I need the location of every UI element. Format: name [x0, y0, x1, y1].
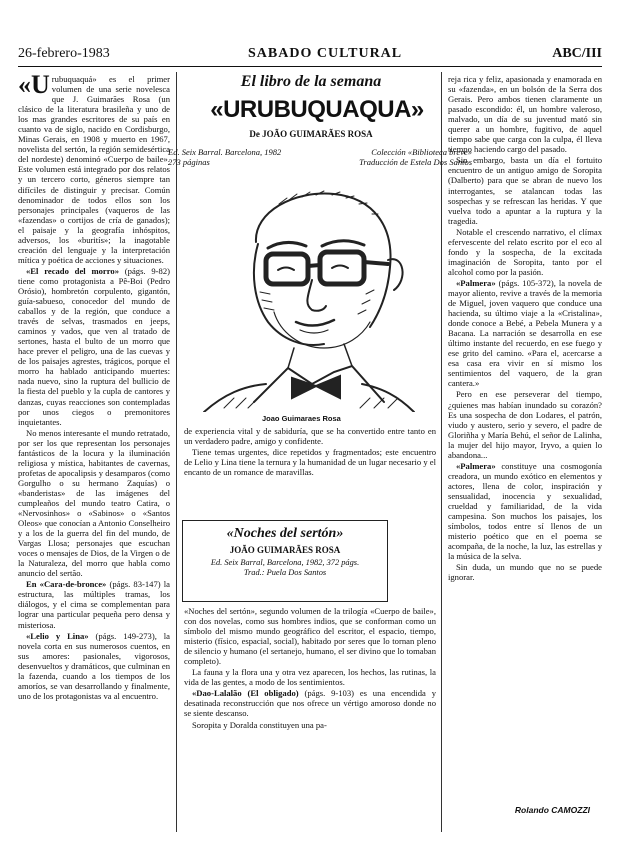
publisher-line: Ed. Seix Barral. Barcelona, 1982 [168, 147, 282, 157]
paragraph: (págs. 83-147) la estructura, las múltiples tramas, los diálogos, y el cima se complementan para lograr una particular pequeña pero densa y misteriosa. [18, 579, 170, 630]
paragraph: de experiencia vital y de sabiduría, que se ha convertido entre tanto en un verdadero padre, amigo y confidente. [184, 426, 436, 447]
second-book-box [182, 520, 388, 602]
portrait-caption: Joao Guimaraes Rosa [262, 414, 341, 423]
publication-info-left [168, 147, 328, 167]
collection-line: Colección «Biblioteca breve» [371, 147, 472, 157]
drop-cap: «U [18, 74, 50, 99]
paragraph-lead: «Dao-Lalalão (El obligado) [192, 688, 299, 699]
paragraph: Sin duda, un mundo que no se puede ignorar. [448, 562, 602, 583]
article-column-1 [18, 74, 170, 834]
paragraph: rubuquaquá» es el primer volumen de una serie novelesca que J. Guimarães Rosa (un clásico de la literatura brasileña y uno de los mas grandes escritores de su país en cuanto va de siglo, nacido en Cordisburgo, Minas Gerais, en 1908 y muerto en 1967, novelista del sertón, la región semidesértica del nordeste) denominó «Cuerpo de baile». Este volumen está integrado por dos relatos y un tercero corto, géneros siempre tan difíciles de distinguir y precisar. Común denominador de todos ellos son los personajes principales (vaqueros de las «fazendas» o cortijos de cría de ganados); el paisaje y la geografía inhóspitos, adversos, los «buritís»; la inagotable creación del lenguaje y la interpretación mítica y poética de acciones y situaciones. [18, 74, 170, 265]
paragraph-lead: «Palmera» [456, 277, 496, 288]
paragraph-lead: «Lelio y Lina» [26, 630, 89, 641]
section-title: SABADO CULTURAL [248, 46, 403, 61]
second-book-publication [189, 558, 381, 578]
paragraph: La fauna y la flora una y otra vez aparecen, los hechos, las rutinas, la vida de las gentes, a modo de los sentimientos. [184, 667, 436, 688]
paragraph: reja rica y feliz, apasionada y enamorada en su «fazenda», en un bolsón de la Serra dos Gerais. Pero ambos tienen claramente un pasado escondido: él, un hombre valeroso, malvado, un día de su juventud mató sin querer a un hombre, fugitivo, de aquel tiempo sabe que carga con la culpa, él lleva tiempo haciendo cargo del pasado. [448, 74, 602, 155]
paragraph-lead: «El recado del morro» [26, 265, 119, 276]
column-divider [176, 72, 177, 832]
byline: De JOÃO GUIMARÃES ROSA [249, 129, 373, 139]
article-column-2-bottom [184, 606, 436, 834]
author-signature: Rolando CAMOZZI [514, 805, 590, 815]
main-title: «URUBUQUAQUA» [210, 96, 424, 123]
page-header [18, 46, 602, 66]
paragraph: (págs. 9-82) tiene como protagonista a Pê-Boi (Pedro Orósio), hombretón corpulento, gigantón, guía-sabueso, conocedor del mundo de caballos y de la región, que conduce a través de selvas, trasmados en jeeps, caminos y vados, que ven al tratado de sertones, hasta el bulto de un morro que hace prever el peligro, una de las cuevas y de los paisajes agrestes, trágicos, porque el morro ha hablado anticipando muertes: nada nuevo, sino la ruptura del bullicio de la fiesta del pueblo y la cupla de cantores y danzas, cuyas reacciones son contempladas por unos ciegos o premonitores inquietantes. [18, 265, 170, 427]
paragraph: constituye una cosmogonía creadora, un mundo exótico en elementos y actores, llena de color, inspiración y sensualidad, inocencia y sexualidad, crueldad y familiaridad, de la vida campesina. Son muchos los paisajes, los símbolos, todos entre sí llenos de un misterio poético que en el poema se acompaña, de la noche, la luz, las estrellas y la música de la selva. [448, 460, 602, 562]
article-column-3 [448, 74, 602, 800]
paragraph: Pero en ese perseverar del tiempo, ¿quienes mas habían inundado su corazón? Es una sospecha de don Lodares, el patrón, viudo y austero, serio y severo, el padre de Gloriñha y María Behú, el señor de Lalinha, la mujer del hijo mayor, Iryvo, a quien lo abandona... [448, 389, 602, 460]
translator-line: Traducción de Estela Dos Santos [359, 157, 472, 167]
paragraph: Soropita y Doralda constituyen una pa- [192, 719, 327, 730]
paragraph: Tiene temas urgentes, dice repetidos y fragmentados; este encuentro de Lelio y Lina tiene la ternura y la humanidad de un lugar necesario y el encanto de un romance de maravillas. [184, 447, 436, 478]
paragraph: (págs. 9-103) es una encendida y desatinada reconstrucción que nos ofrece un vértigo amoroso donde no se siente descanso. [184, 688, 436, 719]
paragraph: No menos interesante el mundo retratado, por ser los que representan los personajes fantásticos de la locura y la iluminación religiosa y mística, habitantes de cavernas, profetas de apocalipsis y desamparos (como Gorgulho o su hermano Zaquías) o «banderistas» de las imágenes del cumpleaños del mundo teatro Catira, o «Nervosinhos» o «Sabinos» o «Santos Oleos» que conocían a Antonio Conselheiro y a los de la guerra del fin del mundo, de Vargas Llosa; personajes que escuchan voces o mensajes de Dios, de la Virgen o de la Naturaleza, del morro que habla como anuncio del sertão. [18, 427, 170, 579]
paragraph: Sin embargo, basta un día el fortuito encuentro de un antiguo amigo de Soropita (Dalberto) para que se abran de nuevo los interrogantes, se atalancan todas las sospechas y se refrescan las heridas. Y que vuelva todo a apuntar a la ruptura y la tragedia. [448, 155, 602, 226]
paragraph: (págs. 105-372), la novela de mayor aliento, revive a través de la memoria de Miguel, joven vaquero que conduce una hacienda, su último viaje a la «Cristalina», donde conoce a Bebé, a Pebela Munera y a Bacana. La narración se desarrolla en ese último instante del recuerdo, en ese fuego y ese grito del camino. «Para el, acercarse a esa casa era vivir en sí mismo los sentimientos del vaquero, de la gran cantera.» [448, 277, 602, 389]
second-book-title: «Noches del sertón» [226, 526, 344, 541]
paragraph: (págs. 149-273), la novela corta en sus numerosos cuentos, en sus amores: pasionales, vigorosos, desenvueltos y dramáticos, que culminan en la fazenda, cuando a los tiempos de los amoríos, se van desarrollando y finalmente, uno de los protagonistas va al encuentro. [18, 630, 170, 701]
section-kicker: El libro de la semana [240, 73, 382, 90]
page-number: ABC/III [552, 46, 602, 61]
header-rule [18, 66, 602, 67]
paragraph-lead: En «Cara-de-bronce» [26, 579, 107, 590]
pages-line: 273 páginas [168, 157, 210, 167]
article-column-2-top [184, 426, 436, 516]
column-divider [441, 72, 442, 832]
header-date: 26-febrero-1983 [18, 46, 110, 61]
second-book-publisher: Ed. Seix Barral, Barcelona, 1982, 372 págs. [210, 558, 360, 567]
second-book-translator: Trad.: Puela Dos Santos [243, 568, 327, 577]
paragraph-lead: «Palmera» [456, 460, 496, 471]
paragraph: «Noches del sertón», segundo volumen de la trilogía «Cuerpo de baile», con dos novelas, como sus hombres indios, que se conforman como un símbolo del mismo mundo geográfico del escritor, el espacio, tiempo, misterio (físico, espacial, social), habitado por seres que lo tornan pleno de silencio y humano (el sertanejo, humano, el ser divino que lo tomaban completo). [184, 606, 436, 667]
author-portrait [184, 172, 434, 412]
second-book-author: JOÃO GUIMARÃES ROSA [229, 545, 341, 555]
paragraph: Notable el crescendo narrativo, el clímax efervescente del relato escrito por el eco al fondo y la sospecha, de la excitada imaginación de Soropita, tanto por el alcohol como por la pasión. [448, 226, 602, 277]
